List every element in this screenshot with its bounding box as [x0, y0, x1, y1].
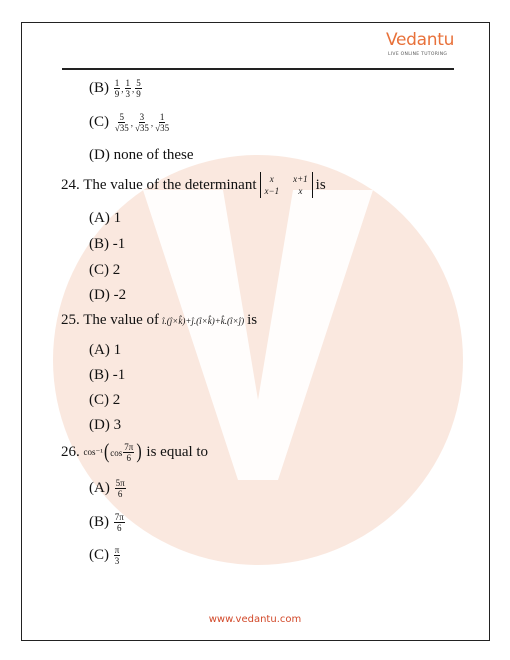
fraction: $\frac{3}{√35}$	[134, 112, 149, 133]
option-label: (B)	[89, 514, 109, 530]
question-24	[61, 172, 326, 198]
question-tail: is equal to	[146, 444, 209, 460]
q24-option-c: (C) 2	[89, 262, 121, 278]
vector-expression: î.(ĵ×k̂)+ĵ.(î×k̂)+k̂.(î×ĵ)	[162, 315, 245, 326]
fraction: $\frac{1}{9}$	[114, 78, 120, 99]
fraction: $\frac{5\pi}{6}$	[115, 478, 125, 499]
question-stem: 24. The value of the determinant	[61, 176, 257, 193]
q25-option-c: (C) 2	[89, 392, 121, 408]
q26-option-a	[89, 478, 127, 499]
matrix-cell: x	[298, 186, 303, 196]
option-label: (C)	[89, 547, 109, 563]
option-label: (A)	[89, 480, 110, 496]
fraction: $\frac{1}{√35}$	[155, 112, 170, 133]
fraction: $\frac{7\pi}{6}$	[114, 512, 124, 533]
question-25	[61, 312, 257, 329]
matrix-cell: x+1	[293, 174, 308, 184]
q26-option-c	[89, 545, 121, 566]
q25-option-d: (D) 3	[89, 417, 122, 433]
question-stem: 25. The value of	[61, 312, 160, 328]
cos-function: cos	[110, 447, 123, 458]
option-label: (B)	[89, 80, 109, 96]
fraction: $\frac{5}{9}$	[136, 78, 141, 99]
q24-option-d: (D) -2	[89, 287, 127, 303]
q23-option-d: (D) none of these	[89, 147, 194, 163]
option-label: (C)	[89, 114, 109, 130]
q24-option-b: (B) -1	[89, 236, 126, 252]
q23-option-c: (C) $\frac{5}{√35}$ , $\frac{3}{√35}$ , $\frac{1}{√35}$	[89, 112, 170, 133]
fraction: $\frac{\pi}{3}$	[114, 545, 120, 566]
fraction: $\frac{7\pi}{6}$	[124, 442, 134, 463]
question-tail: is	[315, 176, 326, 193]
question-number: 26.	[61, 444, 80, 460]
fraction: $\frac{1}{3}$	[125, 78, 130, 99]
logo-wordmark: Vedantu	[386, 30, 455, 50]
matrix-cell: x−1	[264, 186, 280, 196]
question-tail: is	[247, 312, 258, 328]
inverse-cos: cos⁻¹	[83, 447, 103, 457]
q24-option-a: (A) 1	[89, 210, 122, 226]
matrix-cell: x	[269, 174, 274, 184]
footer-url[interactable]: www.vedantu.com	[208, 614, 302, 625]
q25-option-a: (A) 1	[89, 342, 122, 358]
q25-option-b: (B) -1	[89, 367, 126, 383]
q23-option-b: (B) $\frac{1}{9}$ , $\frac{1}{3}$ , $\frac{5}{9}$	[89, 78, 141, 99]
q26-option-b	[89, 512, 126, 533]
vedantu-logo	[386, 30, 458, 64]
logo-tagline: LIVE ONLINE TUTORING	[388, 52, 448, 57]
question-26: 26. cos⁻¹ ( cos $\frac{7\pi}{6}$ ) is equal to	[61, 440, 209, 463]
determinant	[260, 172, 313, 198]
fraction: $\frac{5}{√35}$	[114, 112, 129, 133]
header-rule	[62, 68, 454, 70]
